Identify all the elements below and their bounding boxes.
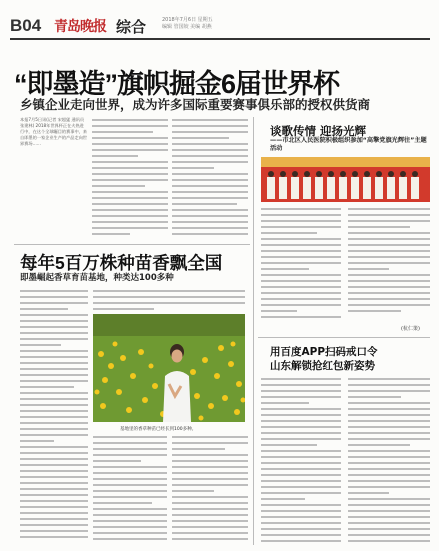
article2-headline: 每年5百万株种苗香飘全国 (20, 253, 223, 273)
article3-col2 (348, 208, 430, 323)
choir-illustration (261, 157, 430, 202)
photo-caption: 基地里的香草种苗已经长到100多种。 (120, 427, 197, 432)
article2-subhead: 即墨崛起香草育苗基地，种类达100多种 (20, 273, 174, 283)
article2-col3 (172, 436, 248, 545)
choir-photo (261, 157, 430, 202)
article1-col2 (92, 119, 168, 241)
article2-col1 (20, 290, 88, 545)
main-subhead: 乡镇企业走向世界，成为许多国际重要赛事俱乐部的授权供货商 (20, 98, 371, 112)
article1-col1: 本报7月5日讯(记者 宋超猛 通讯员 张建林) 2018年世界杯正在火热进行中，在这个全球瞩目的赛事中，来自即墨的一家企业生产的产品走向世界赛场…… (20, 117, 88, 146)
meta-editors: 编辑 管国姣 美编 胡燕 (162, 24, 212, 30)
column-divider (253, 117, 254, 545)
article2-lead-lines (93, 290, 245, 312)
section-name: 综合 (116, 18, 147, 36)
article3-col1 (261, 208, 341, 323)
header-meta (162, 17, 272, 31)
page-header (10, 14, 430, 40)
flower-field-photo (93, 314, 245, 422)
paper-logo: 青岛晚报 (54, 19, 106, 35)
main-headline: “即墨造”旗帜掘金6届世界杯 (14, 69, 340, 99)
page-number: B04 (10, 16, 42, 35)
article3-signature: (杭仁策) (401, 326, 420, 332)
article3-subhead: ——市北区人民医院积极组织参加“高擎党旗光辉往”主题活动 (270, 137, 427, 152)
article4-headline-2: 山东解锁抢红包新姿势 (270, 360, 375, 372)
article4-col2 (348, 378, 430, 545)
header-rule (10, 38, 430, 40)
article3-headline: 谈歌传情 迎扬光辉 (270, 124, 367, 138)
divider-article1 (14, 244, 250, 245)
article1-col3 (172, 119, 248, 241)
meta-date: 2018年7月6日 星期五 (162, 17, 213, 23)
article4-col1 (261, 378, 341, 545)
article4-headline-1: 用百度APP扫码戒口令 (270, 346, 378, 358)
article2-col2 (93, 436, 167, 545)
divider-article3 (258, 337, 430, 338)
flower-field-illustration (93, 314, 245, 422)
